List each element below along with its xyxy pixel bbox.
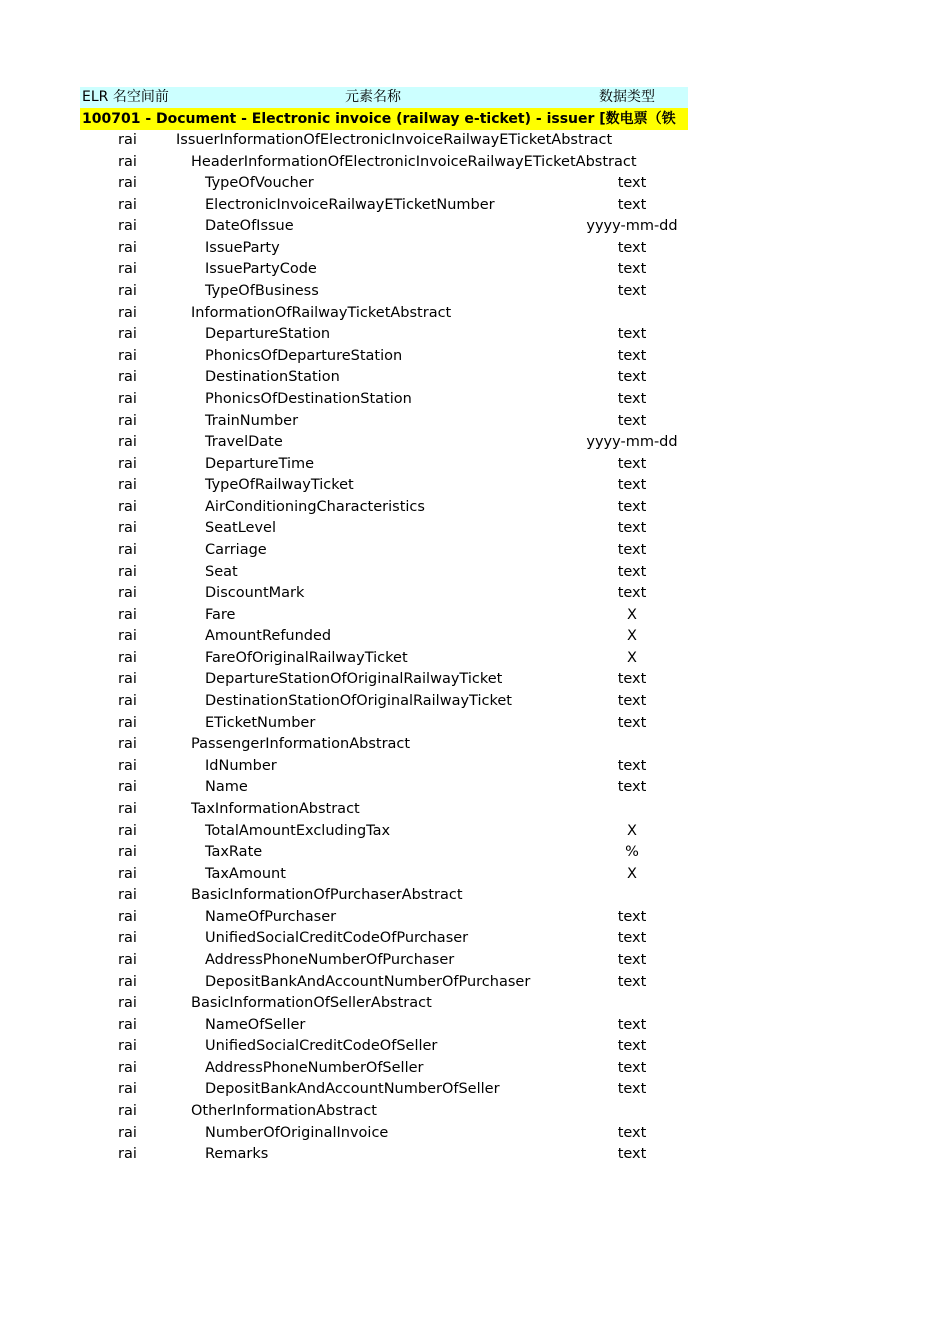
data-type: text bbox=[617, 347, 647, 364]
element-name: DepartureStation bbox=[205, 326, 331, 343]
element-name: Remarks bbox=[205, 1146, 269, 1163]
table-row bbox=[80, 454, 688, 476]
table-row bbox=[80, 713, 688, 735]
table-row bbox=[80, 605, 688, 627]
table-row bbox=[80, 1058, 688, 1080]
namespace-prefix: rai bbox=[118, 1124, 137, 1141]
table-row bbox=[80, 928, 688, 950]
namespace-prefix: rai bbox=[118, 304, 137, 321]
data-type: yyyy-mm-dd bbox=[586, 434, 678, 451]
namespace-prefix: rai bbox=[118, 498, 137, 515]
namespace-prefix: rai bbox=[118, 973, 137, 990]
data-type: text bbox=[617, 757, 647, 774]
table-row bbox=[80, 432, 688, 454]
element-name: UnifiedSocialCreditCodeOfSeller bbox=[205, 1038, 438, 1055]
namespace-prefix: rai bbox=[118, 1059, 137, 1076]
namespace-prefix: rai bbox=[118, 412, 137, 429]
element-name: UnifiedSocialCreditCodeOfPurchaser bbox=[205, 930, 469, 947]
namespace-prefix: rai bbox=[118, 132, 137, 148]
namespace-prefix: rai bbox=[118, 218, 137, 235]
element-name: Seat bbox=[205, 563, 238, 580]
table-row bbox=[80, 1101, 688, 1123]
namespace-prefix: rai bbox=[118, 693, 137, 710]
document-title-row: 100701 - Document - Electronic invoice (railway e-ticket) - issuer [数电票（铁 bbox=[80, 108, 688, 130]
namespace-prefix: rai bbox=[118, 844, 137, 861]
data-type: text bbox=[617, 196, 647, 213]
namespace-prefix: rai bbox=[118, 865, 137, 882]
data-type: text bbox=[617, 671, 647, 688]
spreadsheet-table bbox=[80, 87, 688, 1166]
element-name: AddressPhoneNumberOfSeller bbox=[205, 1059, 424, 1076]
namespace-prefix: rai bbox=[118, 1038, 137, 1055]
element-name: InformationOfRailwayTicketAbstract bbox=[191, 304, 452, 321]
element-name: TrainNumber bbox=[205, 412, 299, 429]
table-row bbox=[80, 130, 688, 152]
element-name: DepositBankAndAccountNumberOfSeller bbox=[205, 1081, 500, 1098]
element-name: AddressPhoneNumberOfPurchaser bbox=[205, 951, 455, 968]
data-type: text bbox=[617, 261, 647, 278]
table-row bbox=[80, 518, 688, 540]
element-name: TypeOfBusiness bbox=[205, 283, 319, 300]
element-name: IdNumber bbox=[205, 757, 277, 774]
element-name: IssueParty bbox=[205, 239, 280, 256]
table-row bbox=[80, 281, 688, 303]
element-name: TotalAmountExcludingTax bbox=[205, 822, 391, 839]
element-name: Carriage bbox=[205, 541, 267, 558]
namespace-prefix: rai bbox=[118, 671, 137, 688]
namespace-prefix: rai bbox=[118, 455, 137, 472]
namespace-prefix: rai bbox=[118, 369, 137, 386]
table-row bbox=[80, 821, 688, 843]
namespace-prefix: rai bbox=[118, 908, 137, 925]
element-name: FareOfOriginalRailwayTicket bbox=[205, 649, 408, 666]
table-row bbox=[80, 1015, 688, 1037]
table-row bbox=[80, 691, 688, 713]
data-type: text bbox=[617, 779, 647, 796]
data-type: text bbox=[617, 283, 647, 300]
namespace-prefix: rai bbox=[118, 930, 137, 947]
data-type: X bbox=[627, 822, 637, 839]
data-type: text bbox=[617, 369, 647, 386]
element-name: TaxAmount bbox=[205, 865, 286, 882]
element-name: TypeOfVoucher bbox=[205, 175, 314, 192]
table-row bbox=[80, 756, 688, 778]
table-row bbox=[80, 389, 688, 411]
data-type: text bbox=[617, 412, 647, 429]
data-type: text bbox=[617, 1038, 647, 1055]
data-type: X bbox=[627, 649, 637, 666]
data-type: text bbox=[617, 585, 647, 602]
data-type: % bbox=[625, 844, 639, 861]
header-row bbox=[80, 87, 688, 108]
namespace-prefix: rai bbox=[118, 261, 137, 278]
table-row bbox=[80, 562, 688, 584]
element-name: Name bbox=[205, 779, 248, 796]
element-name: AmountRefunded bbox=[205, 628, 332, 645]
table-row bbox=[80, 346, 688, 368]
namespace-prefix: rai bbox=[118, 196, 137, 213]
namespace-prefix: rai bbox=[118, 628, 137, 645]
element-name: DepartureTime bbox=[205, 455, 315, 472]
table-row bbox=[80, 799, 688, 821]
table-row bbox=[80, 993, 688, 1015]
data-type: text bbox=[617, 951, 647, 968]
table-row bbox=[80, 842, 688, 864]
table-row bbox=[80, 195, 688, 217]
data-type: text bbox=[617, 563, 647, 580]
element-name: DepartureStationOfOriginalRailwayTicket bbox=[205, 671, 503, 688]
element-name: DestinationStation bbox=[205, 369, 340, 386]
namespace-prefix: rai bbox=[118, 1016, 137, 1033]
data-type: text bbox=[617, 693, 647, 710]
namespace-prefix: rai bbox=[118, 736, 137, 753]
element-name: ElectronicInvoiceRailwayETicketNumber bbox=[205, 196, 495, 213]
data-type: text bbox=[617, 1081, 647, 1098]
data-type: text bbox=[617, 175, 647, 192]
namespace-prefix: rai bbox=[118, 757, 137, 774]
element-name: NameOfSeller bbox=[205, 1016, 306, 1033]
table-row bbox=[80, 324, 688, 346]
table-row bbox=[80, 259, 688, 281]
namespace-prefix: rai bbox=[118, 585, 137, 602]
namespace-prefix: rai bbox=[118, 541, 137, 558]
table-row bbox=[80, 885, 688, 907]
namespace-prefix: rai bbox=[118, 779, 137, 796]
table-row bbox=[80, 1079, 688, 1101]
table-row bbox=[80, 540, 688, 562]
namespace-prefix: rai bbox=[118, 606, 137, 623]
data-type: text bbox=[617, 390, 647, 407]
table-row bbox=[80, 303, 688, 325]
table-row bbox=[80, 367, 688, 389]
namespace-prefix: rai bbox=[118, 239, 137, 256]
table-row bbox=[80, 864, 688, 886]
element-name: IssuePartyCode bbox=[205, 261, 317, 278]
data-type: text bbox=[617, 908, 647, 925]
data-type: text bbox=[617, 455, 647, 472]
namespace-prefix: rai bbox=[118, 995, 137, 1012]
namespace-prefix: rai bbox=[118, 563, 137, 580]
namespace-prefix: rai bbox=[118, 800, 137, 817]
header-element-name: 元素名称 bbox=[345, 89, 401, 105]
element-name: TaxRate bbox=[205, 844, 263, 861]
data-type: text bbox=[617, 1016, 647, 1033]
data-type: text bbox=[617, 1124, 647, 1141]
element-name: PhonicsOfDepartureStation bbox=[205, 347, 403, 364]
namespace-prefix: rai bbox=[118, 1081, 137, 1098]
table-row bbox=[80, 777, 688, 799]
element-name: DateOfIssue bbox=[205, 218, 294, 235]
element-name: AirConditioningCharacteristics bbox=[205, 498, 425, 515]
element-name: NameOfPurchaser bbox=[205, 908, 337, 925]
table-row bbox=[80, 907, 688, 929]
namespace-prefix: rai bbox=[118, 326, 137, 343]
element-name: Fare bbox=[205, 606, 236, 623]
element-name: SeatLevel bbox=[205, 520, 276, 537]
element-name: PhonicsOfDestinationStation bbox=[205, 390, 412, 407]
data-type: X bbox=[627, 606, 637, 623]
data-type: text bbox=[617, 541, 647, 558]
namespace-prefix: rai bbox=[118, 153, 137, 170]
table-row bbox=[80, 734, 688, 756]
element-name: DiscountMark bbox=[205, 585, 305, 602]
table-row bbox=[80, 216, 688, 238]
namespace-prefix: rai bbox=[118, 283, 137, 300]
namespace-prefix: rai bbox=[118, 434, 137, 451]
namespace-prefix: rai bbox=[118, 951, 137, 968]
element-name: TaxInformationAbstract bbox=[191, 800, 360, 817]
element-name: DepositBankAndAccountNumberOfPurchaser bbox=[205, 973, 531, 990]
table-row bbox=[80, 497, 688, 519]
data-type: text bbox=[617, 520, 647, 537]
data-type: text bbox=[617, 498, 647, 515]
element-name: IssuerInformationOfElectronicInvoiceRailwayETicketAbstract bbox=[176, 132, 613, 148]
header-elr-namespace: ELR 名空间前 bbox=[82, 89, 169, 105]
namespace-prefix: rai bbox=[118, 477, 137, 494]
data-type: text bbox=[617, 714, 647, 731]
data-type: text bbox=[617, 239, 647, 256]
table-row bbox=[80, 173, 688, 195]
element-name: ETicketNumber bbox=[205, 714, 316, 731]
namespace-prefix: rai bbox=[118, 390, 137, 407]
table-row bbox=[80, 1144, 688, 1166]
table-row bbox=[80, 475, 688, 497]
namespace-prefix: rai bbox=[118, 347, 137, 364]
data-type: text bbox=[617, 930, 647, 947]
namespace-prefix: rai bbox=[118, 714, 137, 731]
data-type: X bbox=[627, 865, 637, 882]
table-row bbox=[80, 238, 688, 260]
element-name: OtherInformationAbstract bbox=[191, 1103, 377, 1120]
table-row bbox=[80, 583, 688, 605]
table-row bbox=[80, 411, 688, 433]
table-row bbox=[80, 972, 688, 994]
element-name: TravelDate bbox=[205, 434, 283, 451]
header-data-type: 数据类型 bbox=[599, 89, 655, 105]
table-row bbox=[80, 950, 688, 972]
namespace-prefix: rai bbox=[118, 822, 137, 839]
element-name: BasicInformationOfPurchaserAbstract bbox=[191, 887, 463, 904]
namespace-prefix: rai bbox=[118, 520, 137, 537]
table-row bbox=[80, 1036, 688, 1058]
table-row bbox=[80, 669, 688, 691]
data-type: text bbox=[617, 1146, 647, 1163]
element-name: PassengerInformationAbstract bbox=[191, 736, 411, 753]
table-row bbox=[80, 648, 688, 670]
data-type: yyyy-mm-dd bbox=[586, 218, 678, 235]
table-row bbox=[80, 626, 688, 648]
namespace-prefix: rai bbox=[118, 1146, 137, 1163]
table-row bbox=[80, 152, 688, 174]
data-type: text bbox=[617, 973, 647, 990]
element-name: DestinationStationOfOriginalRailwayTicket bbox=[205, 693, 512, 710]
data-type: text bbox=[617, 1059, 647, 1076]
element-name: NumberOfOriginalInvoice bbox=[205, 1124, 389, 1141]
namespace-prefix: rai bbox=[118, 649, 137, 666]
data-type: text bbox=[617, 477, 647, 494]
element-name: HeaderInformationOfElectronicInvoiceRailwayETicketAbstract bbox=[191, 153, 637, 170]
table-row bbox=[80, 1123, 688, 1145]
namespace-prefix: rai bbox=[118, 887, 137, 904]
element-name: TypeOfRailwayTicket bbox=[205, 477, 354, 494]
namespace-prefix: rai bbox=[118, 1103, 137, 1120]
namespace-prefix: rai bbox=[118, 175, 137, 192]
element-name: BasicInformationOfSellerAbstract bbox=[191, 995, 432, 1012]
data-type: X bbox=[627, 628, 637, 645]
element-rows bbox=[80, 130, 688, 1166]
data-type: text bbox=[617, 326, 647, 343]
